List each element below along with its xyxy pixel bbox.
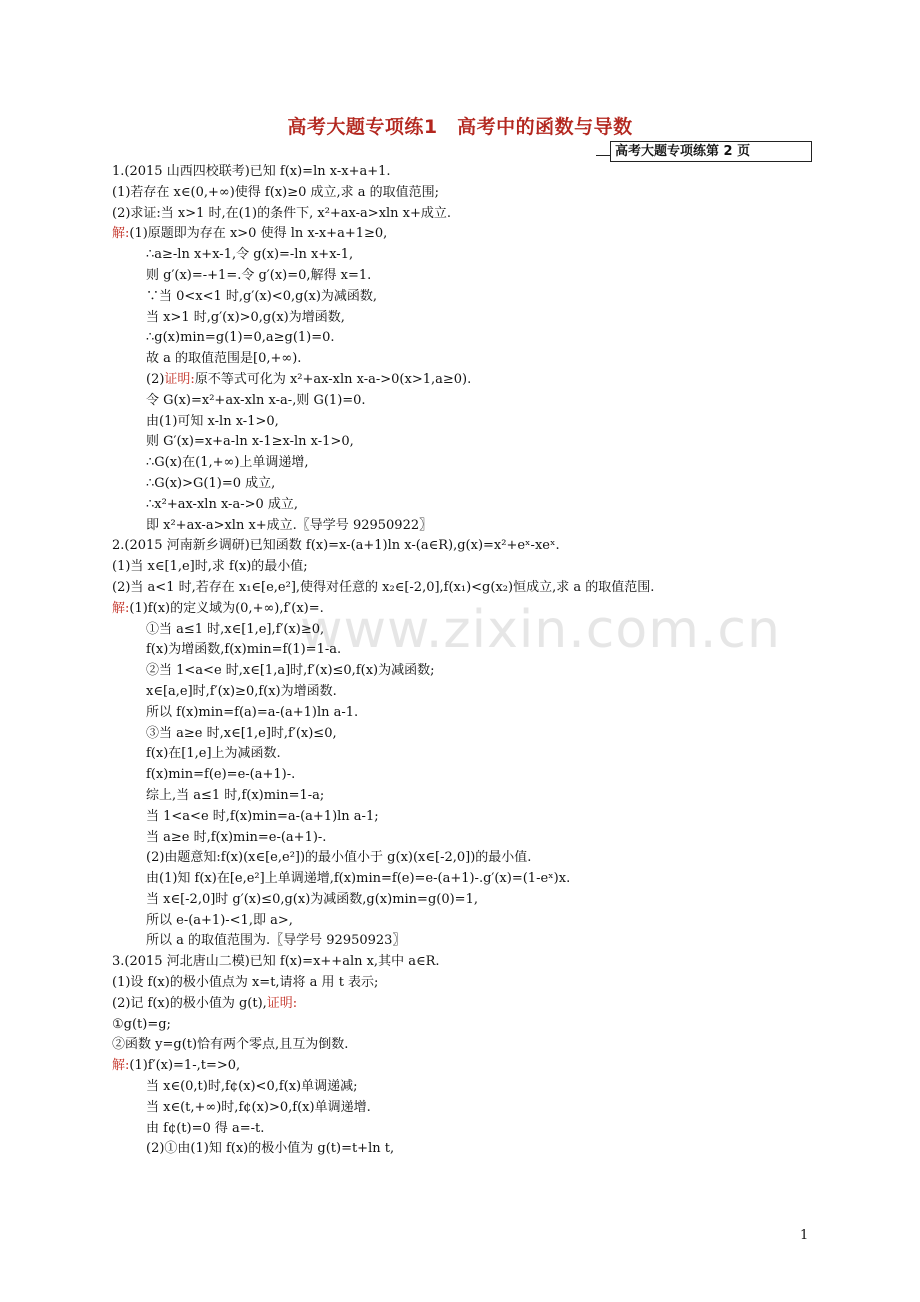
text-line (112, 620, 812, 641)
text-line (112, 911, 812, 932)
text-line (112, 183, 812, 204)
line-text: ∴G(x)>G(1)=0 成立, (146, 475, 276, 491)
page-number: 1 (800, 1228, 809, 1243)
text-line (112, 453, 812, 474)
line-text: (1)f′(x)=1-,t=>0, (129, 1058, 241, 1074)
line-text: (2)由题意知:f(x)(x∈[e,e²])的最小值小于 g(x)(x∈[-2,0])的最小值. (146, 850, 532, 866)
text-line (112, 1098, 812, 1119)
text-line (112, 994, 812, 1015)
text-line (112, 557, 812, 578)
text-line (112, 1077, 812, 1098)
text-line (112, 765, 812, 786)
line-text: 1.(2015 山西四校联考)已知 f(x)=ln x-x+a+1. (112, 164, 391, 179)
line-text: 由(1)知 f(x)在[e,e²]上单调递增,f(x)min=f(e)=e-(a+1)-.g′(x)=(1-eˣ)x. (146, 871, 571, 887)
text-line (112, 245, 812, 266)
line-text: ②函数 y=g(t)恰有两个零点,且互为倒数. (112, 1037, 349, 1053)
solution-label: 解: (112, 600, 130, 616)
text-line (112, 204, 812, 225)
line-text: ②当 1<a<e 时,x∈[1,a]时,f′(x)≤0,f(x)为减函数; (146, 663, 435, 679)
line-text: f(x)在[1,e]上为减函数. (146, 746, 281, 762)
text-line (112, 703, 812, 724)
text-line (112, 1056, 812, 1077)
line-text: 当 x∈(0,t)时,f¢(x)<0,f(x)单调递减; (146, 1079, 358, 1095)
line-text: ①g(t)=g; (112, 1016, 171, 1032)
line-text: f(x)min=f(e)=e-(a+1)-. (146, 767, 296, 783)
watermark: www.zixin.com.cn (300, 600, 781, 660)
line-text: (1)若存在 x∈(0,+∞)使得 f(x)≥0 成立,求 a 的取值范围; (112, 184, 440, 200)
line-text: 所以 f(x)min=f(a)=a-(a+1)ln a-1. (146, 704, 359, 720)
proof-label: 证明: (266, 995, 298, 1011)
line-text: (2)①由(1)知 f(x)的极小值为 g(t)=t+ln t, (146, 1141, 395, 1157)
line-text: 当 x∈(t,+∞)时,f¢(x)>0,f(x)单调递增. (146, 1099, 371, 1115)
text-line (112, 931, 812, 952)
line-text: 综上,当 a≤1 时,f(x)min=1-a; (146, 787, 325, 803)
text-line (112, 474, 812, 495)
line-text: (1)f(x)的定义域为(0,+∞),f′(x)=. (129, 600, 324, 616)
text-line (112, 349, 812, 370)
line-text: (1)设 f(x)的极小值点为 x=t,请将 a 用 t 表示; (112, 975, 379, 991)
line-text: ∴G(x)在(1,+∞)上单调递增, (146, 455, 309, 471)
text-line (112, 162, 812, 183)
page-title: 高考大题专项练1 高考中的函数与导数 (287, 116, 633, 138)
text-line (112, 973, 812, 994)
text-line (112, 1035, 812, 1056)
line-text: (1)原题即为存在 x>0 使得 ln x-x+a+1≥0, (129, 226, 388, 242)
text-line (112, 640, 812, 661)
text-line (112, 869, 812, 890)
text-line (112, 495, 812, 516)
line-text: 3.(2015 河北唐山二模)已知 f(x)=x++aln x,其中 a∈R. (112, 954, 440, 970)
text-line (112, 308, 812, 329)
text-line (112, 786, 812, 807)
solution-label: 解: (112, 1058, 130, 1074)
line-text: 故 a 的取值范围是[0,+∞). (146, 351, 302, 367)
text-line (112, 412, 812, 433)
line-text: 则 g′(x)=-+1=.令 g′(x)=0,解得 x=1. (146, 267, 372, 283)
text-line (112, 328, 812, 349)
text-line (112, 516, 812, 537)
proof-label: 证明: (164, 371, 195, 387)
line-text: (2)记 f(x)的极小值为 g(t), (112, 995, 267, 1011)
line-text: (1)当 x∈[1,e]时,求 f(x)的最小值; (112, 559, 308, 575)
content (112, 162, 812, 1160)
text-line (112, 1119, 812, 1140)
line-text: 即 x²+ax-a>xln x+成立.〖导学号 92950922〗 (146, 517, 433, 533)
line-text: 2.(2015 河南新乡调研)已知函数 f(x)=x-(a+1)ln x-(a∈R),g(x)=x²+eˣ-xeˣ. (112, 538, 560, 554)
text-line (112, 224, 812, 245)
page-tag: 高考大题专项练第 2 页 (610, 141, 812, 162)
line-text: x∈[a,e]时,f′(x)≥0,f(x)为增函数. (146, 683, 337, 699)
line-text: ∴x²+ax-xln x-a->0 成立, (146, 496, 299, 512)
line-text: 当 1<a<e 时,f(x)min=a-(a+1)ln a-1; (146, 808, 379, 824)
line-text: (2)当 a<1 时,若存在 x₁∈[e,e²],使得对任意的 x₂∈[-2,0],f(x₁)<g(x₂)恒成立,求 a 的取值范围. (112, 579, 655, 595)
text-line (112, 391, 812, 412)
line-text: 当 x>1 时,g′(x)>0,g(x)为增函数, (146, 309, 345, 325)
line-text: ∴a≥-ln x+x-1,令 g(x)=-ln x+x-1, (146, 247, 354, 263)
line-text: 所以 a 的取值范围为.〖导学号 92950923〗 (146, 933, 406, 949)
text-line (112, 890, 812, 911)
line-text: ①当 a≤1 时,x∈[1,e],f′(x)≥0, (146, 621, 325, 637)
line-text: (2)求证:当 x>1 时,在(1)的条件下, x²+ax-a>xln x+成立. (112, 205, 452, 221)
text-line (112, 724, 812, 745)
line-text: 当 a≥e 时,f(x)min=e-(a+1)-. (146, 829, 327, 845)
text-line (112, 432, 812, 453)
text-line (112, 807, 812, 828)
tag-leader-line (596, 155, 610, 156)
text-line (112, 952, 812, 973)
text-line (112, 848, 812, 869)
text-line (112, 1139, 812, 1160)
text-line (112, 682, 812, 703)
line-text: ③当 a≥e 时,x∈[1,e]时,f′(x)≤0, (146, 725, 337, 741)
solution-label: 解: (112, 226, 130, 242)
line-text: 则 G′(x)=x+a-ln x-1≥x-ln x-1>0, (146, 434, 354, 450)
text-line (112, 599, 812, 620)
text-line (112, 287, 812, 308)
text-line (112, 661, 812, 682)
line-text: (2) (146, 371, 165, 387)
text-line (112, 1015, 812, 1036)
line-text: 由(1)可知 x-ln x-1>0, (146, 413, 279, 429)
line-text: 当 x∈[-2,0]时 g′(x)≤0,g(x)为减函数,g(x)min=g(0)=1, (146, 891, 478, 907)
text-line (112, 266, 812, 287)
line-text: 令 G(x)=x²+ax-xln x-a-,则 G(1)=0. (146, 392, 366, 408)
text-line (112, 828, 812, 849)
line-text-after: 原不等式可化为 x²+ax-xln x-a->0(x>1,a≥0). (194, 371, 472, 387)
line-text: f(x)为增函数,f(x)min=f(1)=1-a. (146, 642, 342, 658)
line-text: ∵当 0<x<1 时,g′(x)<0,g(x)为减函数, (146, 288, 378, 304)
line-text: 所以 e-(a+1)-<1,即 a>, (146, 912, 293, 928)
text-line (112, 744, 812, 765)
line-text: ∴g(x)min=g(1)=0,a≥g(1)=0. (146, 330, 335, 346)
text-line (112, 578, 812, 599)
text-line (112, 536, 812, 557)
line-text: 由 f¢(t)=0 得 a=-t. (146, 1120, 265, 1136)
text-line (112, 370, 812, 391)
